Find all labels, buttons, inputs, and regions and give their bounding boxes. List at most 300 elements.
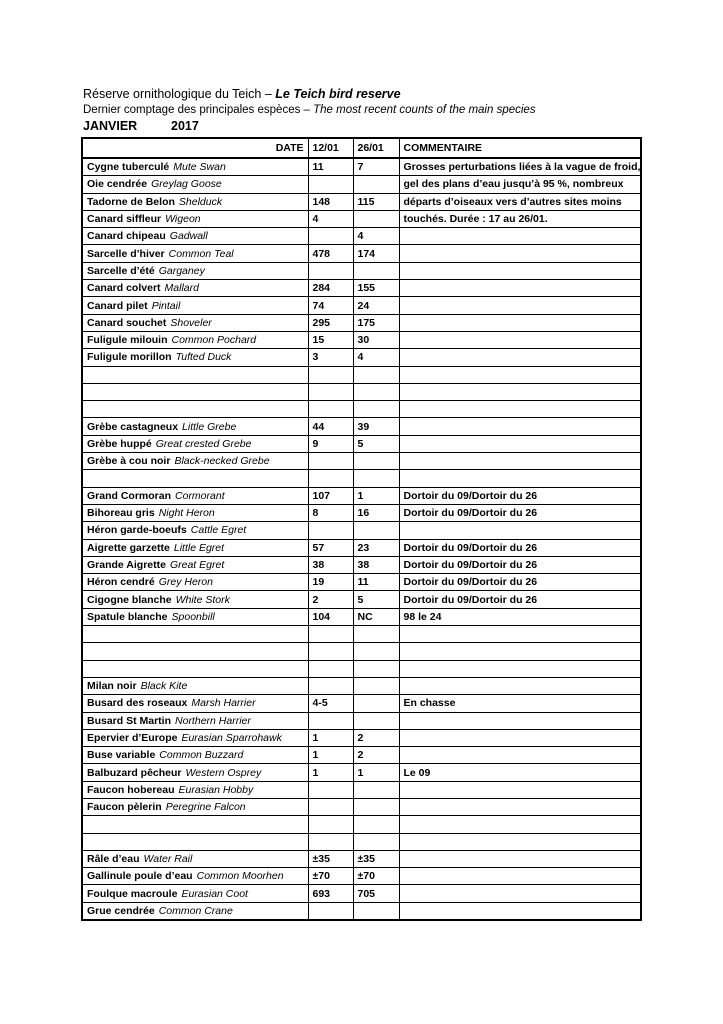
species-name-fr: Héron cendré <box>87 576 155 589</box>
species-cell <box>82 383 308 400</box>
species-name-fr: Grèbe castagneux <box>87 420 179 433</box>
count-12-01-cell: 19 <box>308 574 353 591</box>
count-26-01-cell: 705 <box>353 885 399 902</box>
species-name-en: Pintail <box>151 299 181 312</box>
species-cell <box>82 228 308 245</box>
species-name-en: Garganey <box>158 264 205 277</box>
species-cell <box>82 366 308 383</box>
count-26-01-cell: NC <box>353 608 399 625</box>
comment-cell <box>399 245 641 262</box>
comment-cell <box>399 660 641 677</box>
species-name-fr: Râle d’eau <box>87 853 140 866</box>
species-name-en: Grey Heron <box>158 576 213 589</box>
table-header-row <box>82 138 641 158</box>
count-12-01-cell: 74 <box>308 297 353 314</box>
species-name-en: Wigeon <box>165 213 201 226</box>
species-cell <box>82 314 308 331</box>
comment-cell <box>399 262 641 279</box>
species-name-en: Common Moorhen <box>196 870 284 883</box>
species-cell <box>82 885 308 902</box>
species-name-en: Common Pochard <box>171 334 257 347</box>
table-row <box>82 418 641 435</box>
species-cell <box>82 280 308 297</box>
count-26-01-cell <box>353 902 399 920</box>
count-12-01-cell: 284 <box>308 280 353 297</box>
species-cell <box>82 435 308 452</box>
comment-cell: Grosses perturbations liées à la vague de froid, <box>399 158 641 176</box>
table-row <box>82 280 641 297</box>
species-cell <box>82 158 308 176</box>
count-12-01-cell <box>308 816 353 833</box>
subtitle-english: The most recent counts of the main species <box>313 104 536 116</box>
header-comment: COMMENTAIRE <box>399 138 641 158</box>
species-name-fr: Faucon hobereau <box>87 783 175 796</box>
species-cell <box>82 504 308 521</box>
table-row <box>82 193 641 210</box>
species-name-fr: Milan noir <box>87 680 137 693</box>
species-name-en: White Stork <box>175 593 230 606</box>
comment-cell: Dortoir du 09/Dortoir du 26 <box>399 487 641 504</box>
period-year: 2017 <box>171 119 199 133</box>
species-name-en: Common Teal <box>168 247 234 260</box>
table-row <box>82 833 641 850</box>
species-name-fr: Oie cendrée <box>87 178 148 191</box>
header-count-1: 12/01 <box>308 138 353 158</box>
comment-cell: Dortoir du 09/Dortoir du 26 <box>399 556 641 573</box>
count-12-01-cell <box>308 660 353 677</box>
species-name-en: Night Heron <box>158 507 215 520</box>
table-row <box>82 712 641 729</box>
header-count-2: 26/01 <box>353 138 399 158</box>
count-12-01-cell <box>308 712 353 729</box>
species-cell <box>82 729 308 746</box>
count-period <box>83 118 643 134</box>
species-name-en: Eurasian Coot <box>181 887 248 900</box>
table-row <box>82 383 641 400</box>
comment-cell: départs d’oiseaux vers d’autres sites moins <box>399 193 641 210</box>
table-row <box>82 850 641 867</box>
species-cell <box>82 453 308 470</box>
table-row <box>82 764 641 781</box>
comment-cell <box>399 712 641 729</box>
species-name-en: Western Osprey <box>185 766 262 779</box>
count-26-01-cell: 4 <box>353 349 399 366</box>
species-name-fr: Spatule blanche <box>87 610 168 623</box>
table-row <box>82 228 641 245</box>
table-row <box>82 539 641 556</box>
species-name-fr: Grande Aigrette <box>87 558 166 571</box>
species-name-en: Cattle Egret <box>190 524 247 537</box>
species-cell <box>82 764 308 781</box>
table-row <box>82 176 641 193</box>
comment-cell <box>399 401 641 418</box>
comment-cell: Dortoir du 09/Dortoir du 26 <box>399 504 641 521</box>
species-cell <box>82 556 308 573</box>
species-cell <box>82 574 308 591</box>
count-12-01-cell: 38 <box>308 556 353 573</box>
title-french: Réserve ornithologique du Teich – <box>83 87 276 101</box>
species-name-fr: Fuligule morillon <box>87 351 172 364</box>
species-name-fr: Busard St Martin <box>87 714 172 727</box>
count-12-01-cell <box>308 383 353 400</box>
table-row <box>82 643 641 660</box>
count-12-01-cell: 11 <box>308 158 353 176</box>
comment-cell <box>399 643 641 660</box>
count-12-01-cell: 8 <box>308 504 353 521</box>
comment-cell: gel des plans d’eau jusqu’à 95 %, nombreux <box>399 176 641 193</box>
count-26-01-cell: 2 <box>353 729 399 746</box>
species-name-fr: Grue cendrée <box>87 904 155 917</box>
count-12-01-cell: 1 <box>308 764 353 781</box>
comment-cell: Dortoir du 09/Dortoir du 26 <box>399 539 641 556</box>
species-name-fr: Sarcelle d’été <box>87 264 155 277</box>
table-row <box>82 781 641 798</box>
table-row <box>82 885 641 902</box>
species-name-fr: Aigrette garzette <box>87 541 170 554</box>
comment-cell <box>399 677 641 694</box>
species-cell <box>82 643 308 660</box>
count-26-01-cell <box>353 781 399 798</box>
species-cell <box>82 401 308 418</box>
comment-cell <box>399 280 641 297</box>
table-row <box>82 798 641 815</box>
count-12-01-cell: 1 <box>308 729 353 746</box>
species-cell <box>82 868 308 885</box>
species-name-fr: Fuligule milouin <box>87 334 168 347</box>
species-name-fr: Canard chipeau <box>87 230 166 243</box>
species-name-en: Common Buzzard <box>159 749 244 762</box>
count-26-01-cell <box>353 712 399 729</box>
species-name-en: Mallard <box>164 282 199 295</box>
species-count-table <box>81 137 642 921</box>
species-name-en: Eurasian Sparrohawk <box>181 731 282 744</box>
species-name-en: Northern Harrier <box>175 714 251 727</box>
document-header <box>83 86 643 134</box>
comment-cell <box>399 626 641 643</box>
species-cell <box>82 349 308 366</box>
table-row <box>82 626 641 643</box>
table-row <box>82 608 641 625</box>
table-row <box>82 349 641 366</box>
count-26-01-cell <box>353 833 399 850</box>
count-26-01-cell: 11 <box>353 574 399 591</box>
species-name-en: Great crested Grebe <box>155 437 252 450</box>
comment-cell <box>399 435 641 452</box>
count-12-01-cell <box>308 401 353 418</box>
species-cell <box>82 210 308 227</box>
count-26-01-cell: 39 <box>353 418 399 435</box>
count-26-01-cell: 7 <box>353 158 399 176</box>
table-row <box>82 591 641 608</box>
count-26-01-cell <box>353 453 399 470</box>
count-12-01-cell: 148 <box>308 193 353 210</box>
species-name-fr: Gallinule poule d’eau <box>87 870 193 883</box>
count-12-01-cell: 4 <box>308 210 353 227</box>
comment-cell: Dortoir du 09/Dortoir du 26 <box>399 574 641 591</box>
count-12-01-cell <box>308 781 353 798</box>
title-english: Le Teich bird reserve <box>275 87 401 101</box>
count-12-01-cell <box>308 176 353 193</box>
page-subtitle <box>83 102 643 118</box>
species-cell <box>82 331 308 348</box>
count-26-01-cell: 23 <box>353 539 399 556</box>
species-cell <box>82 798 308 815</box>
comment-cell <box>399 850 641 867</box>
table-row <box>82 435 641 452</box>
count-12-01-cell <box>308 228 353 245</box>
species-cell <box>82 608 308 625</box>
species-name-en: Eurasian Hobby <box>178 783 254 796</box>
species-cell <box>82 470 308 487</box>
count-12-01-cell <box>308 453 353 470</box>
species-name-fr: Grèbe huppé <box>87 437 152 450</box>
table-row <box>82 868 641 885</box>
species-name-fr: Héron garde-boeufs <box>87 524 187 537</box>
species-cell <box>82 262 308 279</box>
count-26-01-cell <box>353 798 399 815</box>
species-cell <box>82 816 308 833</box>
header-date: DATE <box>82 138 308 158</box>
page-title <box>83 86 643 102</box>
table-row <box>82 262 641 279</box>
count-12-01-cell <box>308 262 353 279</box>
comment-cell <box>399 798 641 815</box>
species-name-fr: Canard colvert <box>87 282 161 295</box>
species-cell <box>82 245 308 262</box>
count-26-01-cell: 38 <box>353 556 399 573</box>
count-26-01-cell: 5 <box>353 591 399 608</box>
count-26-01-cell <box>353 677 399 694</box>
species-name-en: Little Grebe <box>182 420 237 433</box>
species-cell <box>82 591 308 608</box>
species-name-en: Cormorant <box>175 489 225 502</box>
species-name-fr: Buse variable <box>87 749 156 762</box>
table-row <box>82 210 641 227</box>
species-cell <box>82 677 308 694</box>
species-name-en: Marsh Harrier <box>191 697 256 710</box>
species-name-fr: Canard siffleur <box>87 213 162 226</box>
count-12-01-cell: 15 <box>308 331 353 348</box>
comment-cell: En chasse <box>399 695 641 712</box>
count-26-01-cell: 24 <box>353 297 399 314</box>
count-26-01-cell <box>353 660 399 677</box>
count-26-01-cell: 16 <box>353 504 399 521</box>
species-name-fr: Faucon pèlerin <box>87 801 162 814</box>
table-row <box>82 366 641 383</box>
table-row <box>82 504 641 521</box>
count-26-01-cell <box>353 176 399 193</box>
count-26-01-cell <box>353 366 399 383</box>
species-name-en: Black-necked Grebe <box>174 455 270 468</box>
table-body <box>82 158 641 920</box>
table-row <box>82 158 641 176</box>
species-name-fr: Tadorne de Belon <box>87 195 175 208</box>
count-26-01-cell: 5 <box>353 435 399 452</box>
count-26-01-cell: ±70 <box>353 868 399 885</box>
table-row <box>82 487 641 504</box>
species-cell <box>82 297 308 314</box>
species-name-fr: Grèbe à cou noir <box>87 455 171 468</box>
species-name-en: Common Crane <box>158 904 233 917</box>
species-name-en: Shelduck <box>178 195 223 208</box>
count-12-01-cell: 2 <box>308 591 353 608</box>
comment-cell <box>399 816 641 833</box>
count-12-01-cell: 1 <box>308 747 353 764</box>
table-row <box>82 331 641 348</box>
species-cell <box>82 660 308 677</box>
species-name-fr: Canard souchet <box>87 316 167 329</box>
species-name-en: Great Egret <box>169 558 225 571</box>
comment-cell: 98 le 24 <box>399 608 641 625</box>
comment-cell: Le 09 <box>399 764 641 781</box>
species-name-en: Black Kite <box>140 680 188 693</box>
species-name-fr: Sarcelle d’hiver <box>87 247 165 260</box>
species-cell <box>82 902 308 920</box>
species-name-en: Water Rail <box>143 853 193 866</box>
comment-cell <box>399 868 641 885</box>
count-12-01-cell <box>308 798 353 815</box>
count-26-01-cell <box>353 695 399 712</box>
species-name-fr: Bihoreau gris <box>87 507 155 520</box>
table-row <box>82 677 641 694</box>
species-cell <box>82 539 308 556</box>
species-cell <box>82 487 308 504</box>
species-name-fr: Foulque macroule <box>87 887 178 900</box>
count-26-01-cell: 174 <box>353 245 399 262</box>
species-cell <box>82 747 308 764</box>
comment-cell: touchés. Durée : 17 au 26/01. <box>399 210 641 227</box>
species-name-en: Peregrine Falcon <box>165 801 246 814</box>
count-12-01-cell <box>308 902 353 920</box>
species-name-fr: Cygne tuberculé <box>87 161 170 174</box>
comment-cell <box>399 729 641 746</box>
comment-cell <box>399 297 641 314</box>
count-12-01-cell: 295 <box>308 314 353 331</box>
count-26-01-cell <box>353 522 399 539</box>
count-26-01-cell: 30 <box>353 331 399 348</box>
comment-cell <box>399 383 641 400</box>
count-12-01-cell: 57 <box>308 539 353 556</box>
count-12-01-cell: 4-5 <box>308 695 353 712</box>
count-12-01-cell: 693 <box>308 885 353 902</box>
comment-cell <box>399 470 641 487</box>
comment-cell <box>399 902 641 920</box>
species-cell <box>82 522 308 539</box>
count-26-01-cell <box>353 643 399 660</box>
table-row <box>82 729 641 746</box>
species-cell <box>82 176 308 193</box>
comment-cell <box>399 781 641 798</box>
table-row <box>82 695 641 712</box>
comment-cell <box>399 331 641 348</box>
count-12-01-cell <box>308 470 353 487</box>
count-26-01-cell: 2 <box>353 747 399 764</box>
species-name-en: Tufted Duck <box>175 351 232 364</box>
species-name-en: Gadwall <box>169 230 208 243</box>
period-month: JANVIER <box>83 119 138 133</box>
species-name-en: Little Egret <box>173 541 225 554</box>
comment-cell <box>399 522 641 539</box>
comment-cell <box>399 453 641 470</box>
count-26-01-cell: 4 <box>353 228 399 245</box>
count-26-01-cell <box>353 401 399 418</box>
count-12-01-cell: 104 <box>308 608 353 625</box>
table-row <box>82 470 641 487</box>
species-cell <box>82 695 308 712</box>
count-26-01-cell <box>353 383 399 400</box>
table-row <box>82 297 641 314</box>
count-26-01-cell <box>353 262 399 279</box>
table-row <box>82 660 641 677</box>
count-26-01-cell <box>353 626 399 643</box>
species-name-en: Mute Swan <box>173 161 226 174</box>
comment-cell <box>399 228 641 245</box>
count-12-01-cell: 44 <box>308 418 353 435</box>
count-26-01-cell: 1 <box>353 487 399 504</box>
count-12-01-cell: 9 <box>308 435 353 452</box>
species-cell <box>82 833 308 850</box>
species-name-en: Greylag Goose <box>151 178 222 191</box>
table-row <box>82 453 641 470</box>
table-row <box>82 522 641 539</box>
count-26-01-cell <box>353 816 399 833</box>
table-row <box>82 816 641 833</box>
species-name-fr: Cigogne blanche <box>87 593 172 606</box>
comment-cell <box>399 885 641 902</box>
comment-cell: Dortoir du 09/Dortoir du 26 <box>399 591 641 608</box>
table-row <box>82 401 641 418</box>
count-12-01-cell <box>308 643 353 660</box>
table-row <box>82 314 641 331</box>
count-12-01-cell <box>308 522 353 539</box>
species-name-fr: Canard pilet <box>87 299 148 312</box>
subtitle-french: Dernier comptage des principales espèces – <box>83 104 314 116</box>
comment-cell <box>399 349 641 366</box>
species-name-fr: Grand Cormoran <box>87 489 172 502</box>
count-26-01-cell: 115 <box>353 193 399 210</box>
species-cell <box>82 781 308 798</box>
count-12-01-cell: ±35 <box>308 850 353 867</box>
count-26-01-cell: 1 <box>353 764 399 781</box>
table-row <box>82 556 641 573</box>
count-26-01-cell <box>353 210 399 227</box>
count-12-01-cell: ±70 <box>308 868 353 885</box>
species-name-fr: Busard des roseaux <box>87 697 188 710</box>
count-12-01-cell <box>308 626 353 643</box>
count-26-01-cell: ±35 <box>353 850 399 867</box>
count-12-01-cell: 3 <box>308 349 353 366</box>
comment-cell <box>399 314 641 331</box>
count-26-01-cell <box>353 470 399 487</box>
count-12-01-cell <box>308 366 353 383</box>
comment-cell <box>399 418 641 435</box>
species-cell <box>82 712 308 729</box>
comment-cell <box>399 366 641 383</box>
count-12-01-cell <box>308 833 353 850</box>
species-name-fr: Epervier d’Europe <box>87 731 178 744</box>
species-name-en: Shoveler <box>170 316 212 329</box>
table-row <box>82 747 641 764</box>
species-cell <box>82 850 308 867</box>
count-12-01-cell <box>308 677 353 694</box>
count-26-01-cell: 175 <box>353 314 399 331</box>
count-26-01-cell: 155 <box>353 280 399 297</box>
species-name-en: Spoonbill <box>171 610 215 623</box>
species-cell <box>82 193 308 210</box>
species-name-fr: Balbuzard pêcheur <box>87 766 182 779</box>
table-row <box>82 245 641 262</box>
count-12-01-cell: 107 <box>308 487 353 504</box>
